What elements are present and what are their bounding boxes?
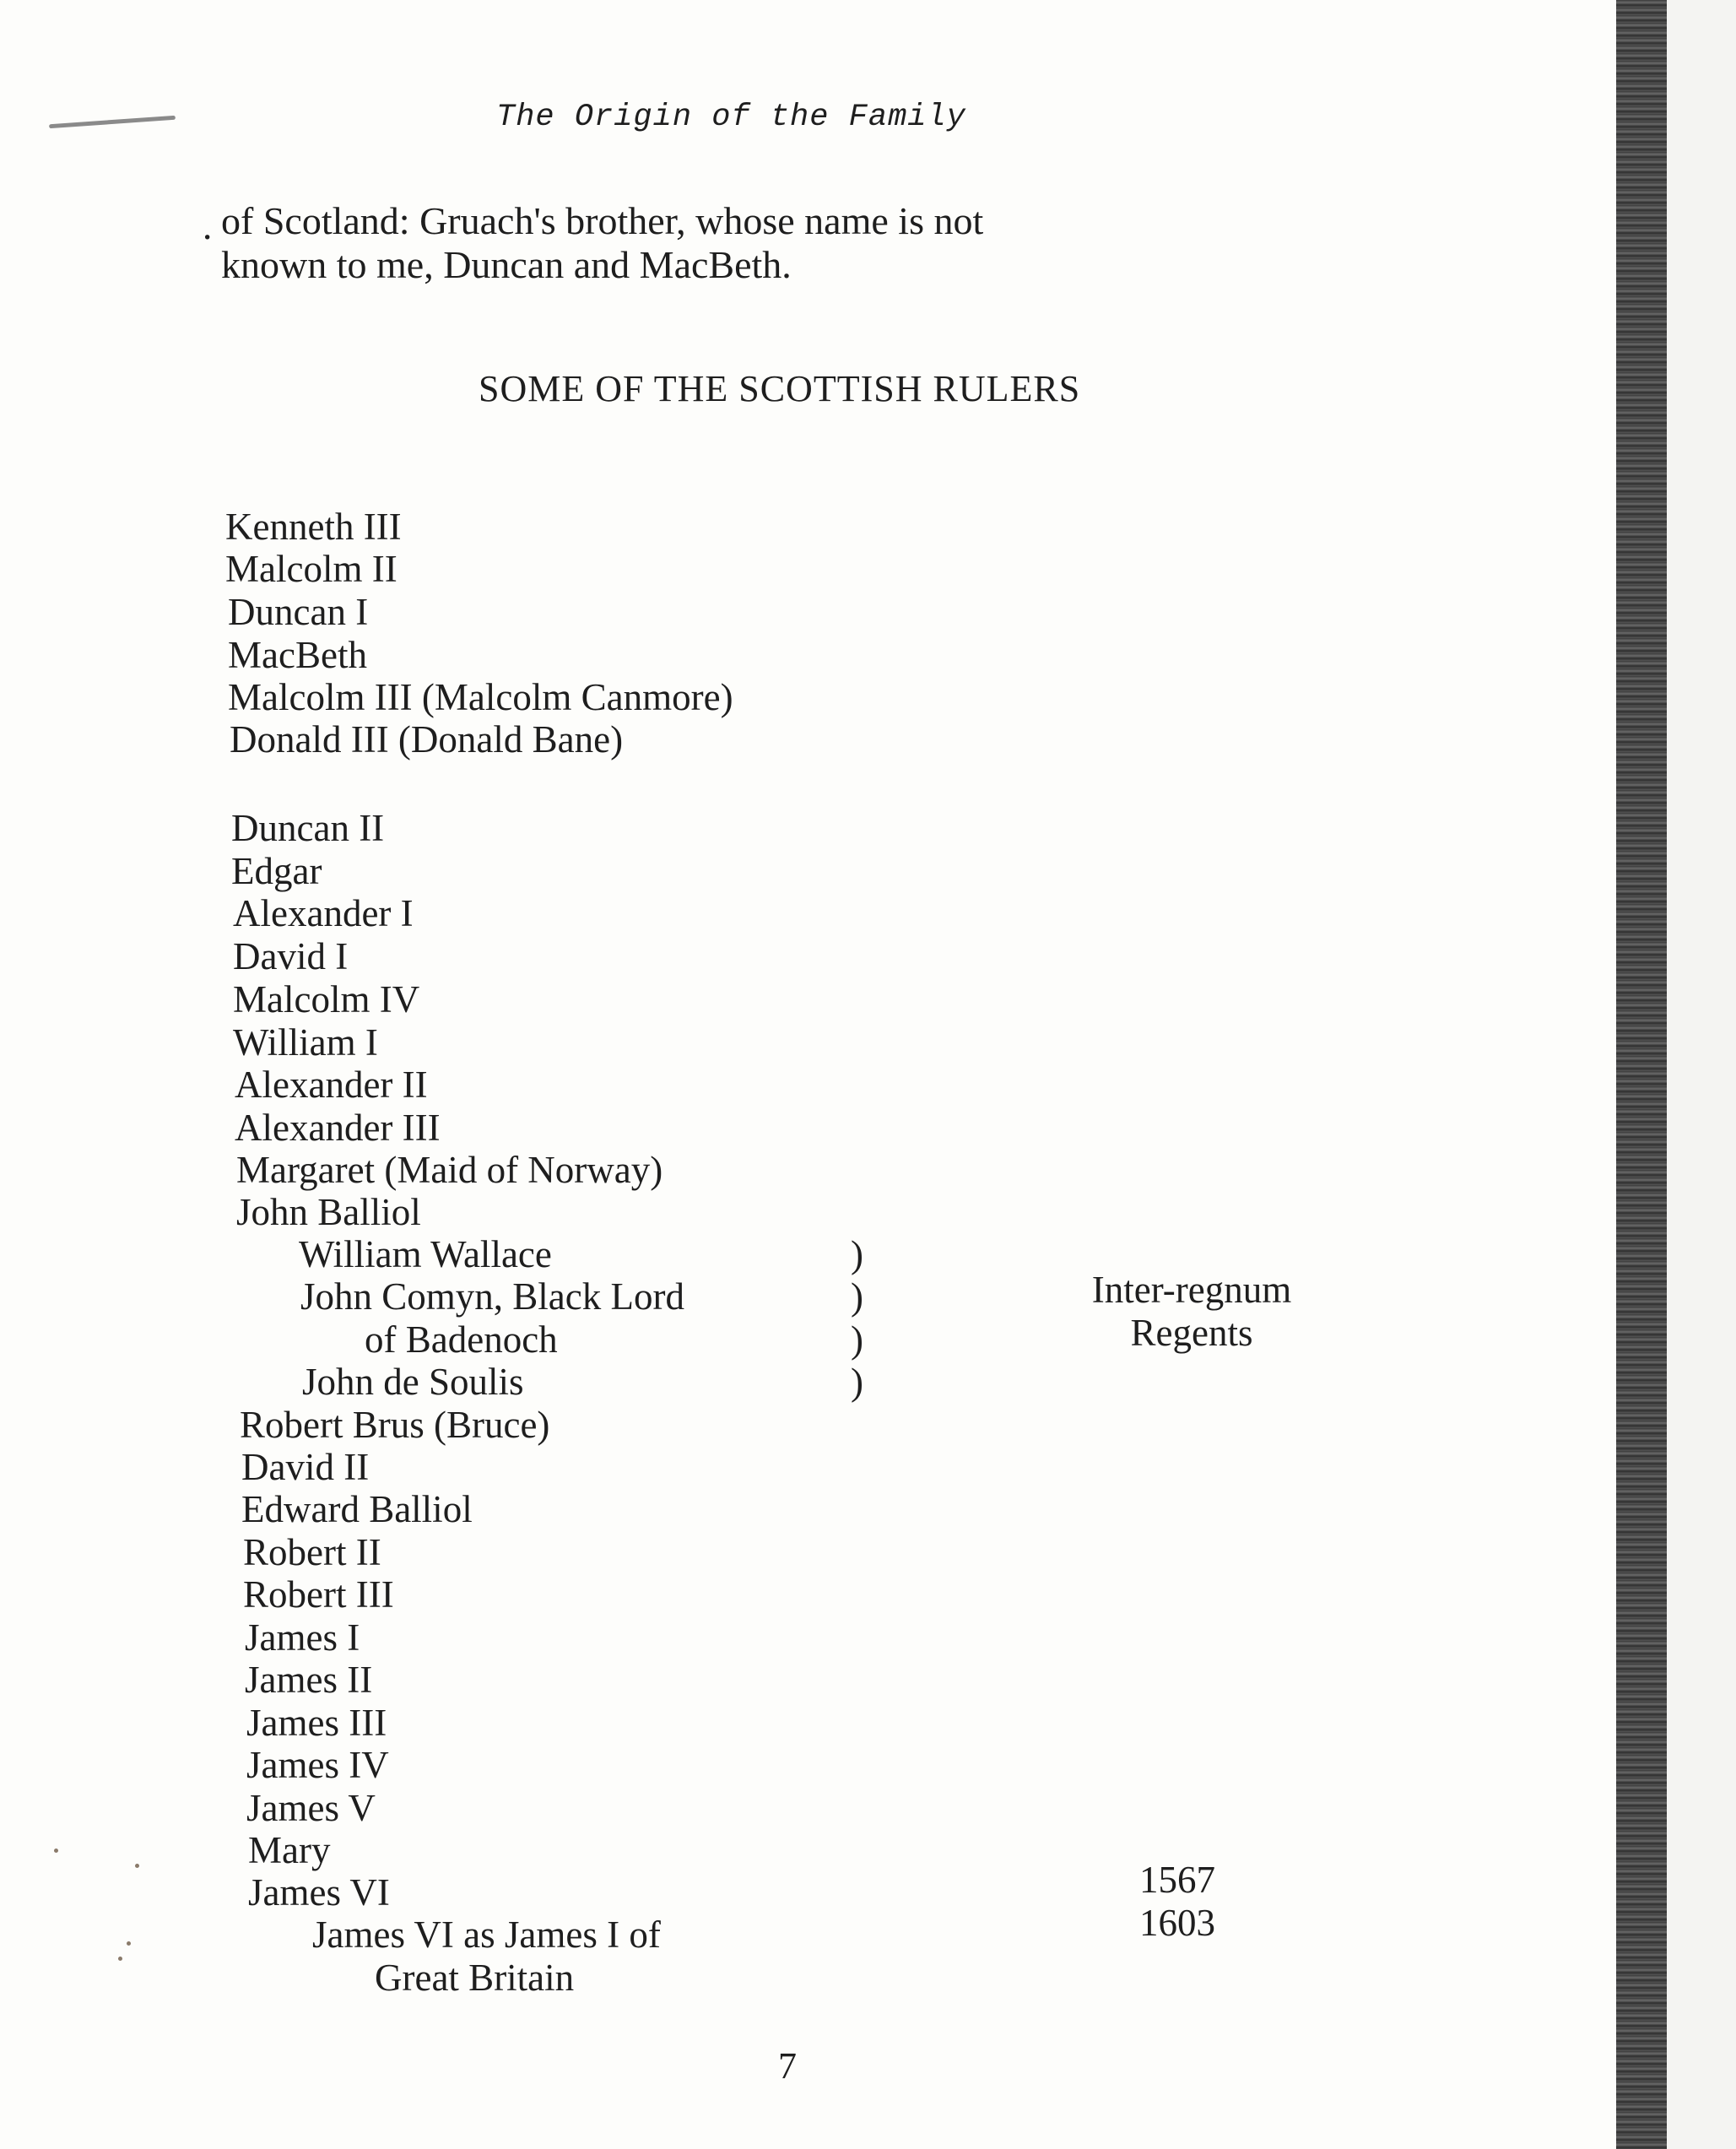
ruler-name: Margaret (Maid of Norway)	[236, 1149, 663, 1191]
ruler-name: Duncan I	[228, 591, 369, 633]
ruler-name: Duncan II	[231, 807, 385, 849]
ruler-name: James V	[246, 1787, 376, 1829]
bracket-mark: )	[851, 1233, 863, 1275]
ruler-name: MacBeth	[228, 634, 367, 676]
regents-label: Regents	[1130, 1312, 1253, 1354]
ruler-name: Edgar	[231, 850, 322, 892]
ruler-name: Donald III (Donald Bane)	[230, 718, 624, 761]
ruler-name: James III	[246, 1702, 387, 1744]
ruler-name: Mary	[248, 1829, 331, 1871]
ruler-name: Robert Brus (Bruce)	[240, 1404, 550, 1446]
ruler-name: David I	[233, 935, 349, 977]
regent-name: of Badenoch	[365, 1318, 558, 1361]
ruler-name: Alexander I	[233, 892, 414, 934]
ruler-name: Alexander II	[235, 1064, 428, 1106]
page-number: 7	[778, 2045, 797, 2087]
bracket-mark: )	[851, 1361, 863, 1403]
ruler-name: John Balliol	[236, 1191, 421, 1233]
ruler-name: James I	[245, 1616, 360, 1659]
page-edge-shadow	[1616, 0, 1667, 2149]
ruler-name: James VI as James I of	[312, 1914, 661, 1956]
paper-speck	[54, 1849, 58, 1853]
intro-line-2: known to me, Duncan and MacBeth.	[221, 243, 792, 286]
ruler-name: Robert III	[243, 1573, 394, 1616]
page-margin	[1667, 0, 1736, 2149]
regent-name: John Comyn, Black Lord	[300, 1275, 684, 1318]
ruler-name: James IV	[246, 1744, 389, 1786]
paper-speck	[135, 1864, 139, 1868]
paper-speck	[118, 1957, 122, 1961]
ruler-name: Malcolm IV	[233, 978, 420, 1020]
intro-paragraph	[221, 199, 1318, 287]
paper-speck	[127, 1941, 131, 1946]
ruler-name: Alexander III	[235, 1107, 441, 1149]
ruler-name: David II	[241, 1446, 370, 1488]
ruler-name: Edward Balliol	[241, 1488, 473, 1530]
reign-date: 1567	[1139, 1859, 1215, 1901]
running-header: The Origin of the Family	[496, 100, 966, 135]
interregnum-label: Inter-regnum	[1091, 1269, 1292, 1311]
ruler-name: Kenneth III	[225, 506, 402, 548]
ruler-name: James II	[245, 1659, 373, 1701]
ruler-name: Robert II	[243, 1531, 381, 1573]
ruler-name: Malcolm III (Malcolm Canmore)	[228, 676, 733, 718]
ruler-name: Malcolm II	[225, 548, 397, 590]
bullet-mark: ·	[201, 215, 214, 258]
staple-mark	[49, 116, 176, 128]
table-title: SOME OF THE SCOTTISH RULERS	[479, 368, 1081, 409]
bracket-mark: )	[851, 1275, 863, 1318]
regent-name: John de Soulis	[302, 1361, 524, 1403]
ruler-name: Great Britain	[375, 1957, 575, 1999]
ruler-name: William I	[233, 1021, 378, 1064]
regent-name: William Wallace	[299, 1233, 552, 1275]
reign-date: 1603	[1139, 1902, 1215, 1944]
bracket-mark: )	[851, 1318, 863, 1361]
intro-line-1: of Scotland: Gruach's brother, whose name is not	[221, 199, 984, 242]
ruler-name: James VI	[248, 1871, 390, 1914]
